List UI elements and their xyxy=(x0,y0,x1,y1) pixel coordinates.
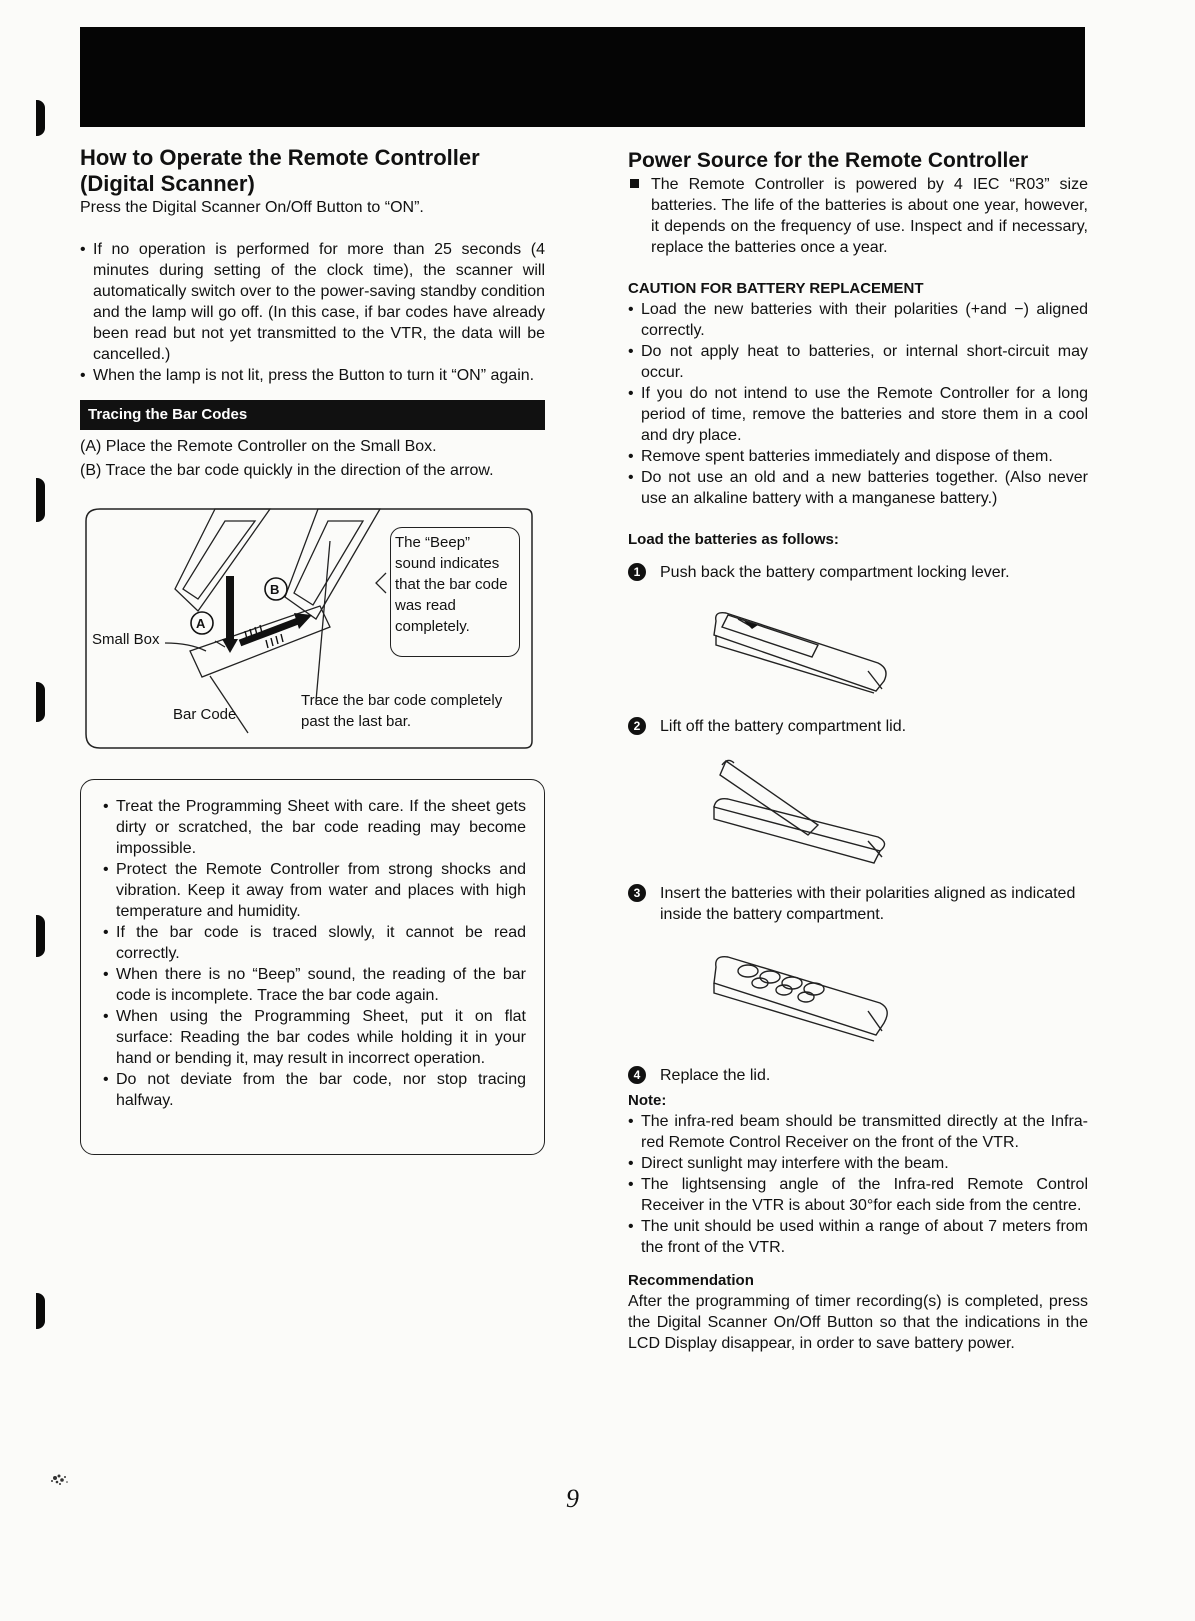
step-text: Lift off the battery compartment lid. xyxy=(660,718,907,735)
load-step xyxy=(628,883,1088,925)
step-text: Replace the lid. xyxy=(660,1067,771,1084)
list-item: • If you do not intend to use the Remote Controller for a long period of time, remove the batteries and store them in a cool and dry place. xyxy=(628,383,1088,446)
trace-label: Trace the bar code completely past the last bar. xyxy=(301,692,503,730)
note-title: Note: xyxy=(628,1092,667,1109)
step-number: 1 xyxy=(628,563,646,581)
page-number: 9 xyxy=(566,1484,579,1513)
list-item: • Remove spent batteries immediately and dispose of them. xyxy=(628,446,1088,467)
left-title: How to Operate the Remote Controller (Digital Scanner) xyxy=(80,145,480,196)
list-item: • Do not use an old and a new batteries together. (Also never use an alkaline battery with a manganese battery.) xyxy=(628,467,1088,509)
mark-b-label: B xyxy=(270,582,280,597)
remote-lid-illustration xyxy=(708,755,898,865)
list-item: • Load the new batteries with their polarities (+and −) aligned correctly. xyxy=(628,299,1088,341)
step-text: Push back the battery compartment locking lever. xyxy=(660,564,1010,581)
notes-list xyxy=(103,796,526,1111)
section-title-bar: Tracing the Bar Codes xyxy=(80,400,545,430)
step-number: 3 xyxy=(628,884,646,902)
remote-batteries-illustration xyxy=(708,943,898,1043)
list-item: • If the bar code is traced slowly, it cannot be read correctly. xyxy=(103,922,526,964)
bar-code-label: Bar Code xyxy=(173,706,237,723)
recommendation-title: Recommendation xyxy=(628,1272,754,1289)
list-item: (B) Trace the bar code quickly in the direction of the arrow. xyxy=(80,462,494,479)
caution-list xyxy=(628,299,1088,509)
step-number: 2 xyxy=(628,717,646,735)
list-item: • Treat the Programming Sheet with care. If the sheet gets dirty or scratched, the bar code reading may become impossible. xyxy=(103,796,526,859)
margin-mark xyxy=(36,915,45,957)
load-step xyxy=(628,1065,1088,1086)
small-box-label: Small Box xyxy=(92,631,160,648)
list-item: • When there is no “Beep” sound, the reading of the bar code is incomplete. Trace the bar code again. xyxy=(103,964,526,1006)
list-item: • When the lamp is not lit, press the Button to turn it “ON” again. xyxy=(80,365,545,386)
list-item: • The unit should be used within a range of about 7 meters from the front of the VTR. xyxy=(628,1216,1088,1258)
load-step xyxy=(628,562,1088,583)
note-list xyxy=(628,1111,1088,1258)
left-column xyxy=(80,145,545,1155)
bar-code-figure xyxy=(80,501,545,755)
recommendation-text: After the programming of timer recording(s) is completed, press the Digital Scanner On/Off Button so that the indications in the LCD Display disappear, in order to save battery power. xyxy=(628,1293,1088,1352)
list-item: • Direct sunlight may interfere with the beam. xyxy=(628,1153,1088,1174)
scan-speck-mark xyxy=(45,1468,75,1490)
trace-steps xyxy=(80,436,545,481)
margin-mark xyxy=(36,682,45,722)
list-item: • Do not deviate from the bar code, nor stop tracing halfway. xyxy=(103,1069,526,1111)
list-item: • The infra-red beam should be transmitted directly at the Infra-red Remote Control Receiver on the front of the VTR. xyxy=(628,1111,1088,1153)
list-item: • Protect the Remote Controller from strong shocks and vibration. Keep it away from water and places with high temperature and humidity. xyxy=(103,859,526,922)
caution-title: CAUTION FOR BATTERY REPLACEMENT xyxy=(628,280,924,297)
margin-mark xyxy=(36,478,45,522)
list-item: • Do not apply heat to batteries, or internal short-circuit may occur. xyxy=(628,341,1088,383)
right-title: Power Source for the Remote Controller xyxy=(628,149,1029,172)
load-step xyxy=(628,716,1088,737)
load-title: Load the batteries as follows: xyxy=(628,531,839,548)
step-text: Insert the batteries with their polarities aligned as indicated inside the battery compartment. xyxy=(660,885,1076,923)
notes-box xyxy=(80,779,545,1155)
margin-mark xyxy=(36,1293,45,1329)
left-intro: Press the Digital Scanner On/Off Button to “ON”. xyxy=(80,199,424,216)
mark-a-label: A xyxy=(196,616,206,631)
list-item: • If no operation is performed for more than 25 seconds (4 minutes during setting of the clock time), the scanner will automatically switch over to the power-saving standby condition and the lamp will go off. (In this case, if bar codes have already been read but not yet transmitted to the VTR, the data will be cancelled.) xyxy=(80,239,545,365)
header-bar xyxy=(80,27,1085,127)
right-column xyxy=(628,148,1088,1354)
margin-mark xyxy=(36,100,45,136)
left-bullet-list xyxy=(80,239,545,386)
list-item: (A) Place the Remote Controller on the Small Box. xyxy=(80,438,437,455)
power-intro-list xyxy=(628,174,1088,258)
step-number: 4 xyxy=(628,1066,646,1084)
list-item: • The lightsensing angle of the Infra-red Remote Control Receiver in the VTR is about 30°for each side from the centre. xyxy=(628,1174,1088,1216)
list-item: • When using the Programming Sheet, put it on flat surface: Reading the bar codes while holding it in your hand or bending it, may result in incorrect operation. xyxy=(103,1006,526,1069)
beep-callout: The “Beep” sound indicates that the bar code was read completely. xyxy=(390,527,520,657)
remote-push-lever-illustration xyxy=(708,601,898,696)
list-item: The Remote Controller is powered by 4 IEC “R03” size batteries. The life of the batteries is about one year, however, it depends on the frequency of use. Inspect and if necessary, replace the batteries once a year. xyxy=(628,174,1088,258)
